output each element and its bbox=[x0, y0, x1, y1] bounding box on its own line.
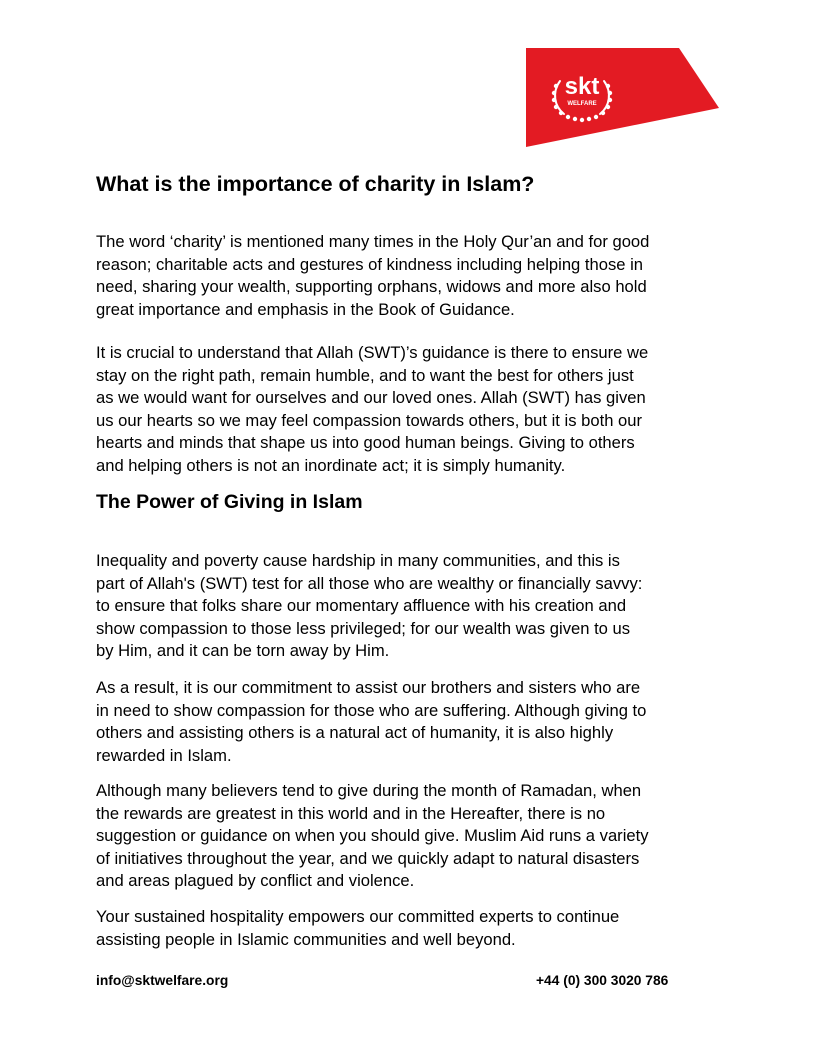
intro-paragraph-2 bbox=[96, 342, 726, 478]
paragraph-line: part of Allah's (SWT) test for all those who are wealthy or financially savvy: bbox=[96, 573, 643, 593]
paragraph-line: Your sustained hospitality empowers our committed experts to continue bbox=[96, 907, 620, 926]
paragraph-line: suggestion or guidance on when you should give. Muslim Aid runs a variety bbox=[96, 826, 649, 846]
body-paragraph-4 bbox=[96, 906, 726, 951]
paragraph-line: and helping others is not an inordinate act; it is simply humanity. bbox=[96, 455, 566, 475]
body-paragraph-3 bbox=[96, 780, 726, 893]
paragraph-line: great importance and emphasis in the Book of Guidance. bbox=[96, 299, 515, 319]
skt-welfare-logo-icon bbox=[526, 48, 719, 147]
page-title: What is the importance of charity in Islam? bbox=[96, 172, 535, 196]
logo-banner bbox=[526, 48, 719, 147]
intro-paragraph-1 bbox=[96, 231, 726, 321]
paragraph-line: rewarded in Islam. bbox=[96, 745, 232, 765]
paragraph-line: hearts and minds that shape us into good human beings. Giving to others bbox=[96, 433, 635, 453]
paragraph-line: others and assisting others is a natural act of humanity, it is also highly bbox=[96, 723, 614, 743]
paragraph-line: As a result, it is our commitment to assist our brothers and sisters who are bbox=[96, 678, 641, 697]
paragraph-line: show compassion to those less privileged; for our wealth was given to us bbox=[96, 618, 631, 638]
paragraph-line: stay on the right path, remain humble, and to want the best for others just bbox=[96, 365, 634, 385]
paragraph-line: to ensure that folks share our momentary affluence with his creation and bbox=[96, 596, 627, 616]
paragraph-line: need, sharing your wealth, supporting orphans, widows and more also hold bbox=[96, 277, 647, 297]
paragraph-line: The word ‘charity’ is mentioned many times in the Holy Qur’an and for good bbox=[96, 232, 650, 251]
paragraph-line: assisting people in Islamic communities and well beyond. bbox=[96, 929, 516, 949]
paragraph-line: in need to show compassion for those who are suffering. Although giving to bbox=[96, 700, 647, 720]
section-heading: The Power of Giving in Islam bbox=[96, 491, 363, 513]
footer-phone: +44 (0) 300 3020 786 bbox=[536, 973, 669, 988]
paragraph-line: Although many believers tend to give during the month of Ramadan, when bbox=[96, 781, 642, 800]
paragraph-line: as we would want for ourselves and our loved ones. Allah (SWT) has given bbox=[96, 388, 646, 408]
body-paragraph-2 bbox=[96, 677, 726, 767]
paragraph-line: It is crucial to understand that Allah (SWT)’s guidance is there to ensure we bbox=[96, 343, 649, 362]
paragraph-line: the rewards are greatest in this world and in the Hereafter, there is no bbox=[96, 803, 606, 823]
body-paragraph-1 bbox=[96, 550, 726, 663]
paragraph-line: of initiatives throughout the year, and we quickly adapt to natural disasters bbox=[96, 848, 640, 868]
logo-sub-text: WELFARE bbox=[567, 101, 597, 107]
paragraph-line: by Him, and it can be torn away by Him. bbox=[96, 641, 390, 661]
paragraph-line: Inequality and poverty cause hardship in many communities, and this is bbox=[96, 551, 620, 570]
paragraph-line: reason; charitable acts and gestures of kindness including helping those in bbox=[96, 254, 644, 274]
paragraph-line: us our hearts so we may feel compassion towards others, but it is both our bbox=[96, 410, 643, 430]
logo-brand-text: skt bbox=[564, 73, 600, 100]
footer-email: info@sktwelfare.org bbox=[96, 973, 229, 988]
paragraph-line: and areas plagued by conflict and violence. bbox=[96, 871, 415, 891]
